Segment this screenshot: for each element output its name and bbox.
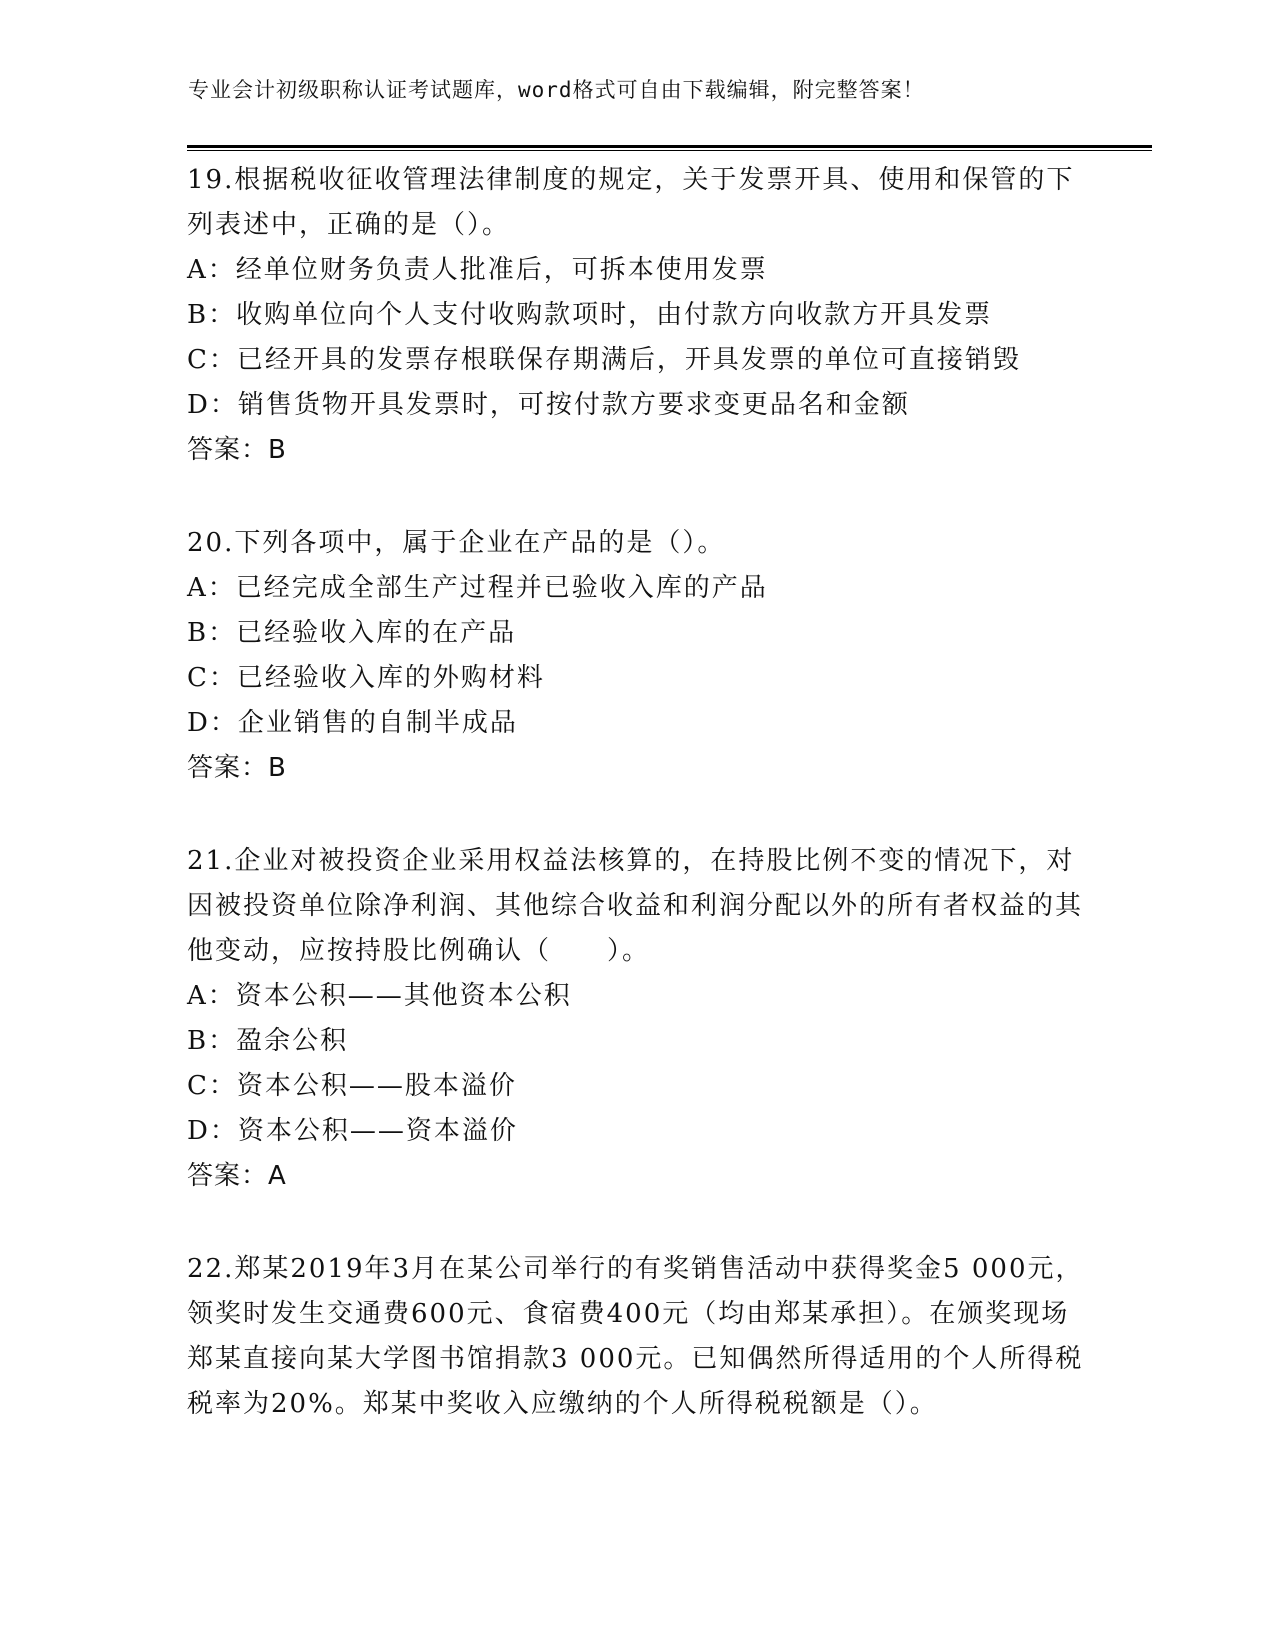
option-c: C：已经开具的发票存根联保存期满后，开具发票的单位可直接销毁 bbox=[187, 345, 1021, 375]
option-b: B：盈余公积 bbox=[187, 1026, 349, 1056]
answer: 答案：B bbox=[187, 435, 287, 465]
question-stem: 19.根据税收征收管理法律制度的规定，关于发票开具、使用和保管的下列表述中，正确的是（）。 bbox=[187, 165, 1075, 240]
option-d: D：资本公积——资本溢价 bbox=[187, 1116, 518, 1146]
option-a: A：已经完成全部生产过程并已验收入库的产品 bbox=[187, 573, 768, 603]
header-rule-thick bbox=[187, 145, 1152, 148]
question-stem: 22.郑某2019年3月在某公司举行的有奖销售活动中获得奖金5 000元，领奖时发生交通费600元、食宿费400元（均由郑某承担）。在颁奖现场郑某直接向某大学图书馆捐款3 000元。已知偶然所得适用的个人所得税税率为20%。郑某中奖收入应缴纳的个人所得税税额是（）。 bbox=[187, 1254, 1084, 1419]
question-19 bbox=[187, 158, 1087, 473]
option-b: B：收购单位向个人支付收购款项时，由付款方向收款方开具发票 bbox=[187, 300, 993, 330]
option-a: A：经单位财务负责人批准后，可拆本使用发票 bbox=[187, 255, 768, 285]
option-d: D：销售货物开具发票时，可按付款方要求变更品名和金额 bbox=[187, 390, 910, 420]
option-d: D：企业销售的自制半成品 bbox=[187, 708, 518, 738]
page-header: 专业会计初级职称认证考试题库，word格式可自由下载编辑，附完整答案！ bbox=[188, 78, 925, 102]
header-rule-thin bbox=[187, 150, 1152, 151]
question-stem: 20.下列各项中，属于企业在产品的是（）。 bbox=[187, 528, 726, 558]
question-22 bbox=[187, 1247, 1087, 1427]
option-b: B：已经验收入库的在产品 bbox=[187, 618, 517, 648]
question-stem: 21.企业对被投资企业采用权益法核算的，在持股比例不变的情况下，对因被投资单位除净利润、其他综合收益和利润分配以外的所有者权益的其他变动，应按持股比例确认（ ）。 bbox=[187, 846, 1084, 966]
option-a: A：资本公积——其他资本公积 bbox=[187, 981, 572, 1011]
answer: 答案：B bbox=[187, 753, 287, 783]
question-list bbox=[187, 158, 1087, 1475]
answer: 答案：A bbox=[187, 1161, 287, 1191]
option-c: C：资本公积——股本溢价 bbox=[187, 1071, 517, 1101]
question-20 bbox=[187, 521, 1087, 791]
option-c: C：已经验收入库的外购材料 bbox=[187, 663, 545, 693]
question-21 bbox=[187, 839, 1087, 1199]
